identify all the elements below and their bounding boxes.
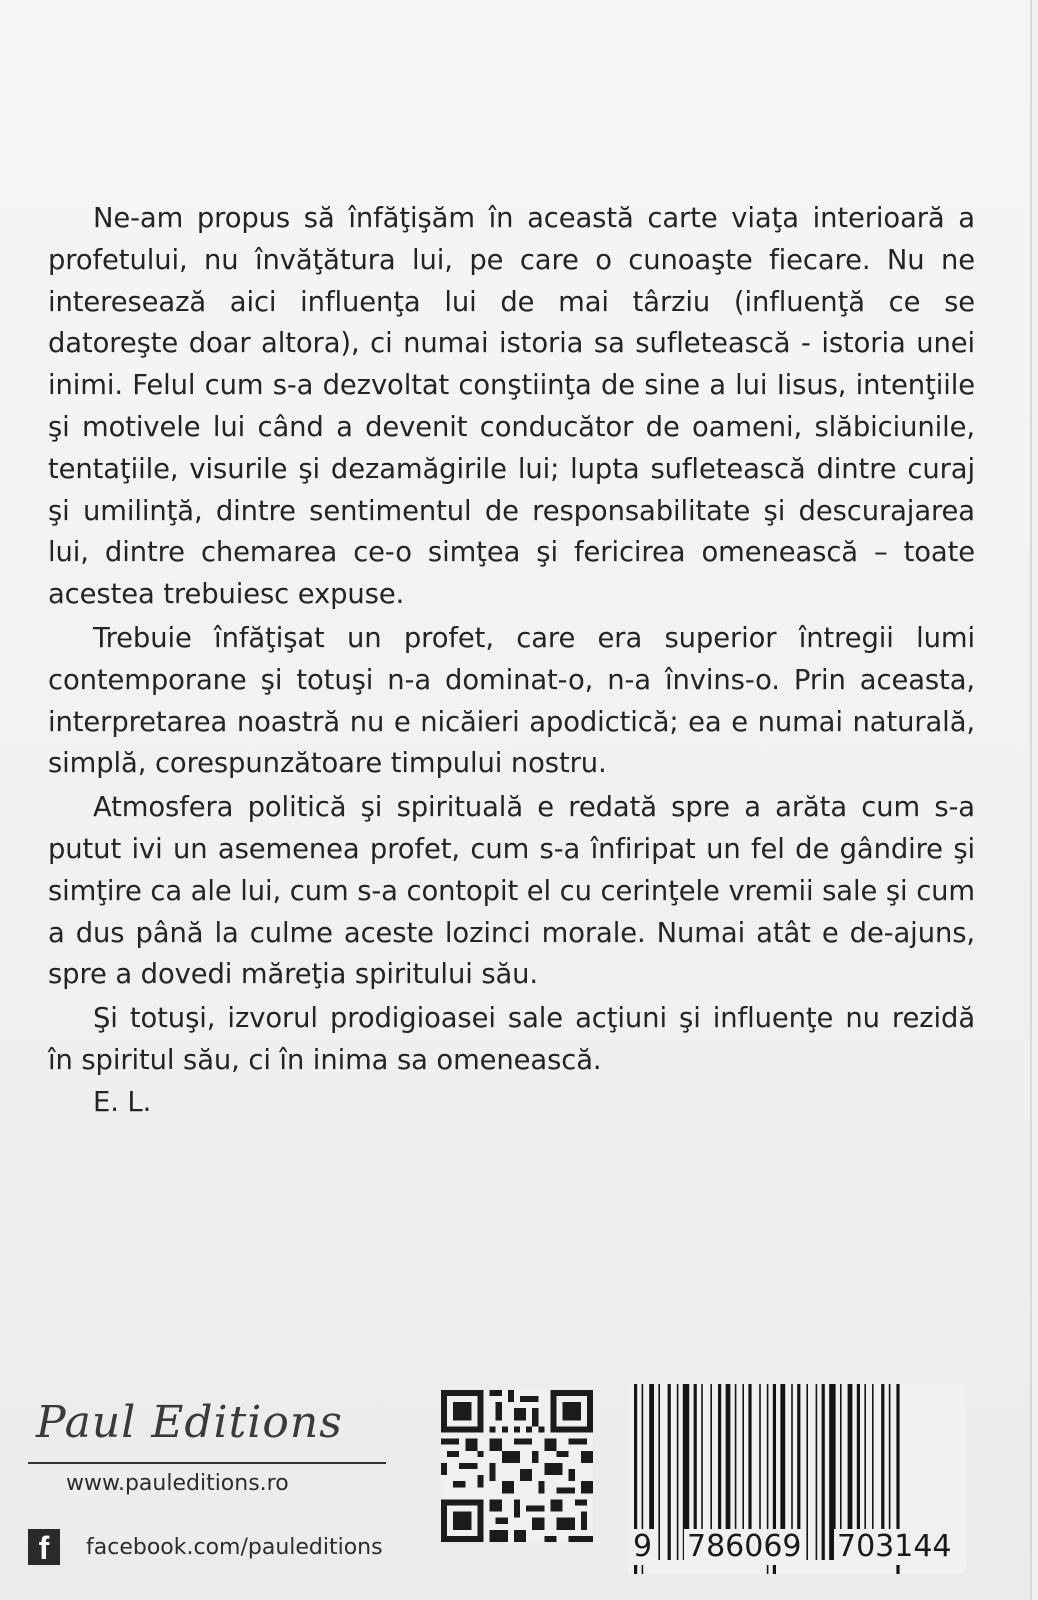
publisher-website: www.pauleditions.ro <box>66 1471 289 1496</box>
barcode-bar <box>668 1384 671 1560</box>
facebook-page: facebook.com/pauleditions <box>86 1535 383 1560</box>
blurb-paragraph-4: Şi totuşi, izvorul prodigioasei sale acţiuni şi influenţe nu rezidă în spiritul său, ci în inima sa omenească. <box>48 1003 975 1076</box>
logo-divider <box>28 1462 386 1464</box>
barcode-bar <box>816 1384 818 1560</box>
blurb-paragraph-1: Ne-am propus să înfăţişăm în această carte viaţa interioară a profetului, nu învăţătura lui, pe care o cunoaşte fiecare. Nu ne interesează aici influenţa lui de mai târziu (influenţă ce se datoreşte doar altora), ci numai istoria sa sufletească - istoria unei inimi. Felul cum s-a dezvoltat conştiinţa de sine a lui Iisus, intenţiile şi motivele lui când a devenit conducător de oameni, slăbiciunile, tentaţiile, visurile şi dezamăgirile lui; lupta sufletească dintre curaj şi umilinţă, dintre sentimentul de responsabilitate şi descurajarea lui, dintre chemarea ce-o simţea şi fericirea omenească – toate acestea trebuiesc expuse. <box>48 203 975 611</box>
blurb-text <box>48 198 975 1126</box>
blurb-paragraph-2: Trebuie înfăţişat un profet, care era superior întregii lumi contemporane şi totuşi n-a dominat-o, n-a învins-o. Prin aceasta, interpretarea noastră nu e nicăieri apodictică; ea e numai naturală, simplă, corespunzătoare timpului nostru. <box>48 622 975 780</box>
isbn-group-1: 786069 <box>684 1529 805 1565</box>
facebook-icon: f <box>28 1529 60 1565</box>
author-signature: E. L. <box>93 1086 152 1118</box>
isbn-group-2: 703144 <box>834 1529 955 1565</box>
qr-code <box>441 1386 593 1546</box>
barcode-bar <box>822 1384 825 1560</box>
isbn-lead-digit: 9 <box>630 1529 655 1565</box>
blurb-paragraph-3: Atmosfera politică şi spirituală e redată spre a arăta cum s-a putut ivi un asemenea profet, cum s-a înfiripat un fel de gândire şi simţire ca ale lui, cum s-a contopit el cu cerinţele vremii sale şi cum a dus până la culme aceste lozinci morale. Numai atât e de-ajuns, spre a dovedi măreţia spiritului său. <box>48 792 975 991</box>
barcode-bar <box>677 1384 679 1560</box>
publisher-logo: Paul Editions <box>36 1397 343 1448</box>
barcode-bar <box>806 1384 808 1560</box>
barcode-bar <box>658 1384 660 1560</box>
